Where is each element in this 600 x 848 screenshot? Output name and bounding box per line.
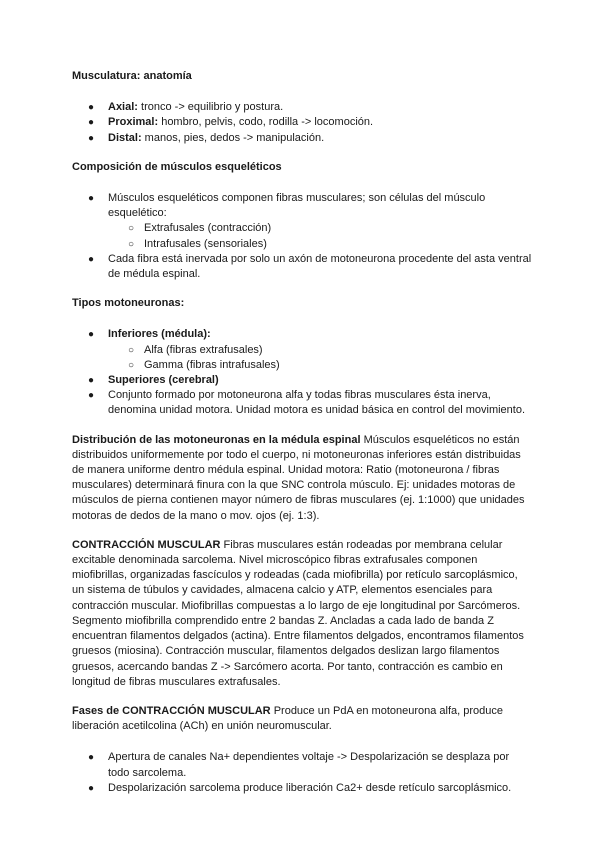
bullet-icon: ● — [88, 193, 95, 205]
circle-bullet-icon: ○ — [128, 344, 135, 356]
tipos-list — [72, 327, 532, 418]
bullet-icon: ● — [88, 390, 95, 402]
sub-list-item: ○ Alfa (fibras extrafusales) — [72, 343, 532, 358]
bullet-icon: ● — [88, 329, 95, 341]
list-item: ● Proximal: hombro, pelvis, codo, rodilla -> locomoción. — [72, 115, 532, 130]
list-item: ● Músculos esqueléticos componen fibras musculares; son células del músculo esquelético: — [88, 192, 486, 220]
circle-bullet-icon: ○ — [128, 238, 135, 250]
bullet-icon: ● — [88, 375, 95, 387]
section-title-composicion: Composición de músculos esqueléticos — [72, 160, 282, 173]
bullet-icon: ● — [88, 102, 95, 114]
list-item: ● Axial: tronco -> equilibrio y postura. — [72, 100, 532, 115]
bullet-icon: ● — [88, 117, 95, 129]
list-item: ● Superiores (cerebral) — [72, 373, 532, 388]
list-item: ● Despolarización sarcolema produce liberación Ca2+ desde retículo sarcoplásmico. — [72, 781, 532, 796]
list-item: ● Conjunto formado por motoneurona alfa y todas fibras musculares ésta inerva, denomina unidad motora. Unidad motora es unidad básica en control del movimiento. — [88, 389, 526, 417]
composicion-list — [72, 191, 532, 282]
bullet-icon: ● — [88, 253, 95, 265]
section-title-tipos: Tipos motoneuronas: — [72, 297, 185, 310]
circle-bullet-icon: ○ — [128, 359, 135, 371]
paragraph-contraccion: CONTRACCIÓN MUSCULAR Fibras musculares están rodeadas por membrana celular excitable denominada sarcolema. Nivel microscópico fibras extrafusales componen miofibrillas, organizadas fascículos y rodeadas (cada miofibrilla) por retículo sarcoplásmico, un sistema de túbulos y cavidades, almacena calcio y ATP, elementos esenciales para contracción muscular. Miofibrillas compuestas a lo largo de eje longitudinal por Sarcómeros. Segmento miofibrilla comprendido entre 2 bandas Z. Ancladas a cada lado de banda Z encuentran filamentos delgados (actina). Entre filamentos delgados, encontramos filamentos gruesos (miosina). Contracción muscular, filamentos delgados deslizan largo filamentos gruesos, acercando bandas Z -> Sarcómero acorta. Por tanto, contracción es cambio en longitud de fibras musculares extrafusales. — [72, 538, 524, 688]
paragraph-fases: Fases de CONTRACCIÓN MUSCULAR Produce un PdA en motoneurona alfa, produce liberación acetilcolina (ACh) en unión neuromuscular. — [72, 704, 504, 733]
sub-list-item: ○ Extrafusales (contracción) — [72, 221, 532, 236]
section-title-musculatura: Musculatura: anatomía — [72, 70, 192, 82]
sub-list-item: ○ Intrafusales (sensoriales) — [72, 237, 532, 252]
circle-bullet-icon: ○ — [128, 223, 135, 235]
bullet-icon: ● — [88, 782, 95, 794]
list-item: ● Distal: manos, pies, dedos -> manipulación. — [72, 131, 532, 146]
musculatura-list — [72, 100, 532, 146]
bullet-icon: ● — [88, 132, 95, 144]
list-item: ● Apertura de canales Na+ dependientes voltaje -> Despolarización se desplaza por todo sarcolema. — [88, 751, 510, 779]
fases-list — [72, 750, 532, 796]
bullet-icon: ● — [88, 752, 95, 764]
paragraph-distribucion: Distribución de las motoneuronas en la médula espinal Músculos esqueléticos no están distribuidos uniformemente por todo el cuerpo, ni motoneuronas inferiores están distribuidas de manera uniforme dentro médula espinal. Unidad motora: Ratio (motoneurona / fibras musculares) determinará finura con la que SNC controla músculo. Ej: unidades motoras de músculos de pierna contienen mayor número de fibras musculares (ej. 1:1000) que unidades motoras de dedos de la mano o mov. ojos (ej. 1:3). — [72, 433, 525, 522]
list-item: ● Inferiores (médula): — [72, 327, 532, 342]
list-item: ● Cada fibra está inervada por solo un axón de motoneurona procedente del asta ventral de médula espinal. — [88, 252, 532, 281]
sub-list-item: ○ Gamma (fibras intrafusales) — [72, 358, 532, 373]
